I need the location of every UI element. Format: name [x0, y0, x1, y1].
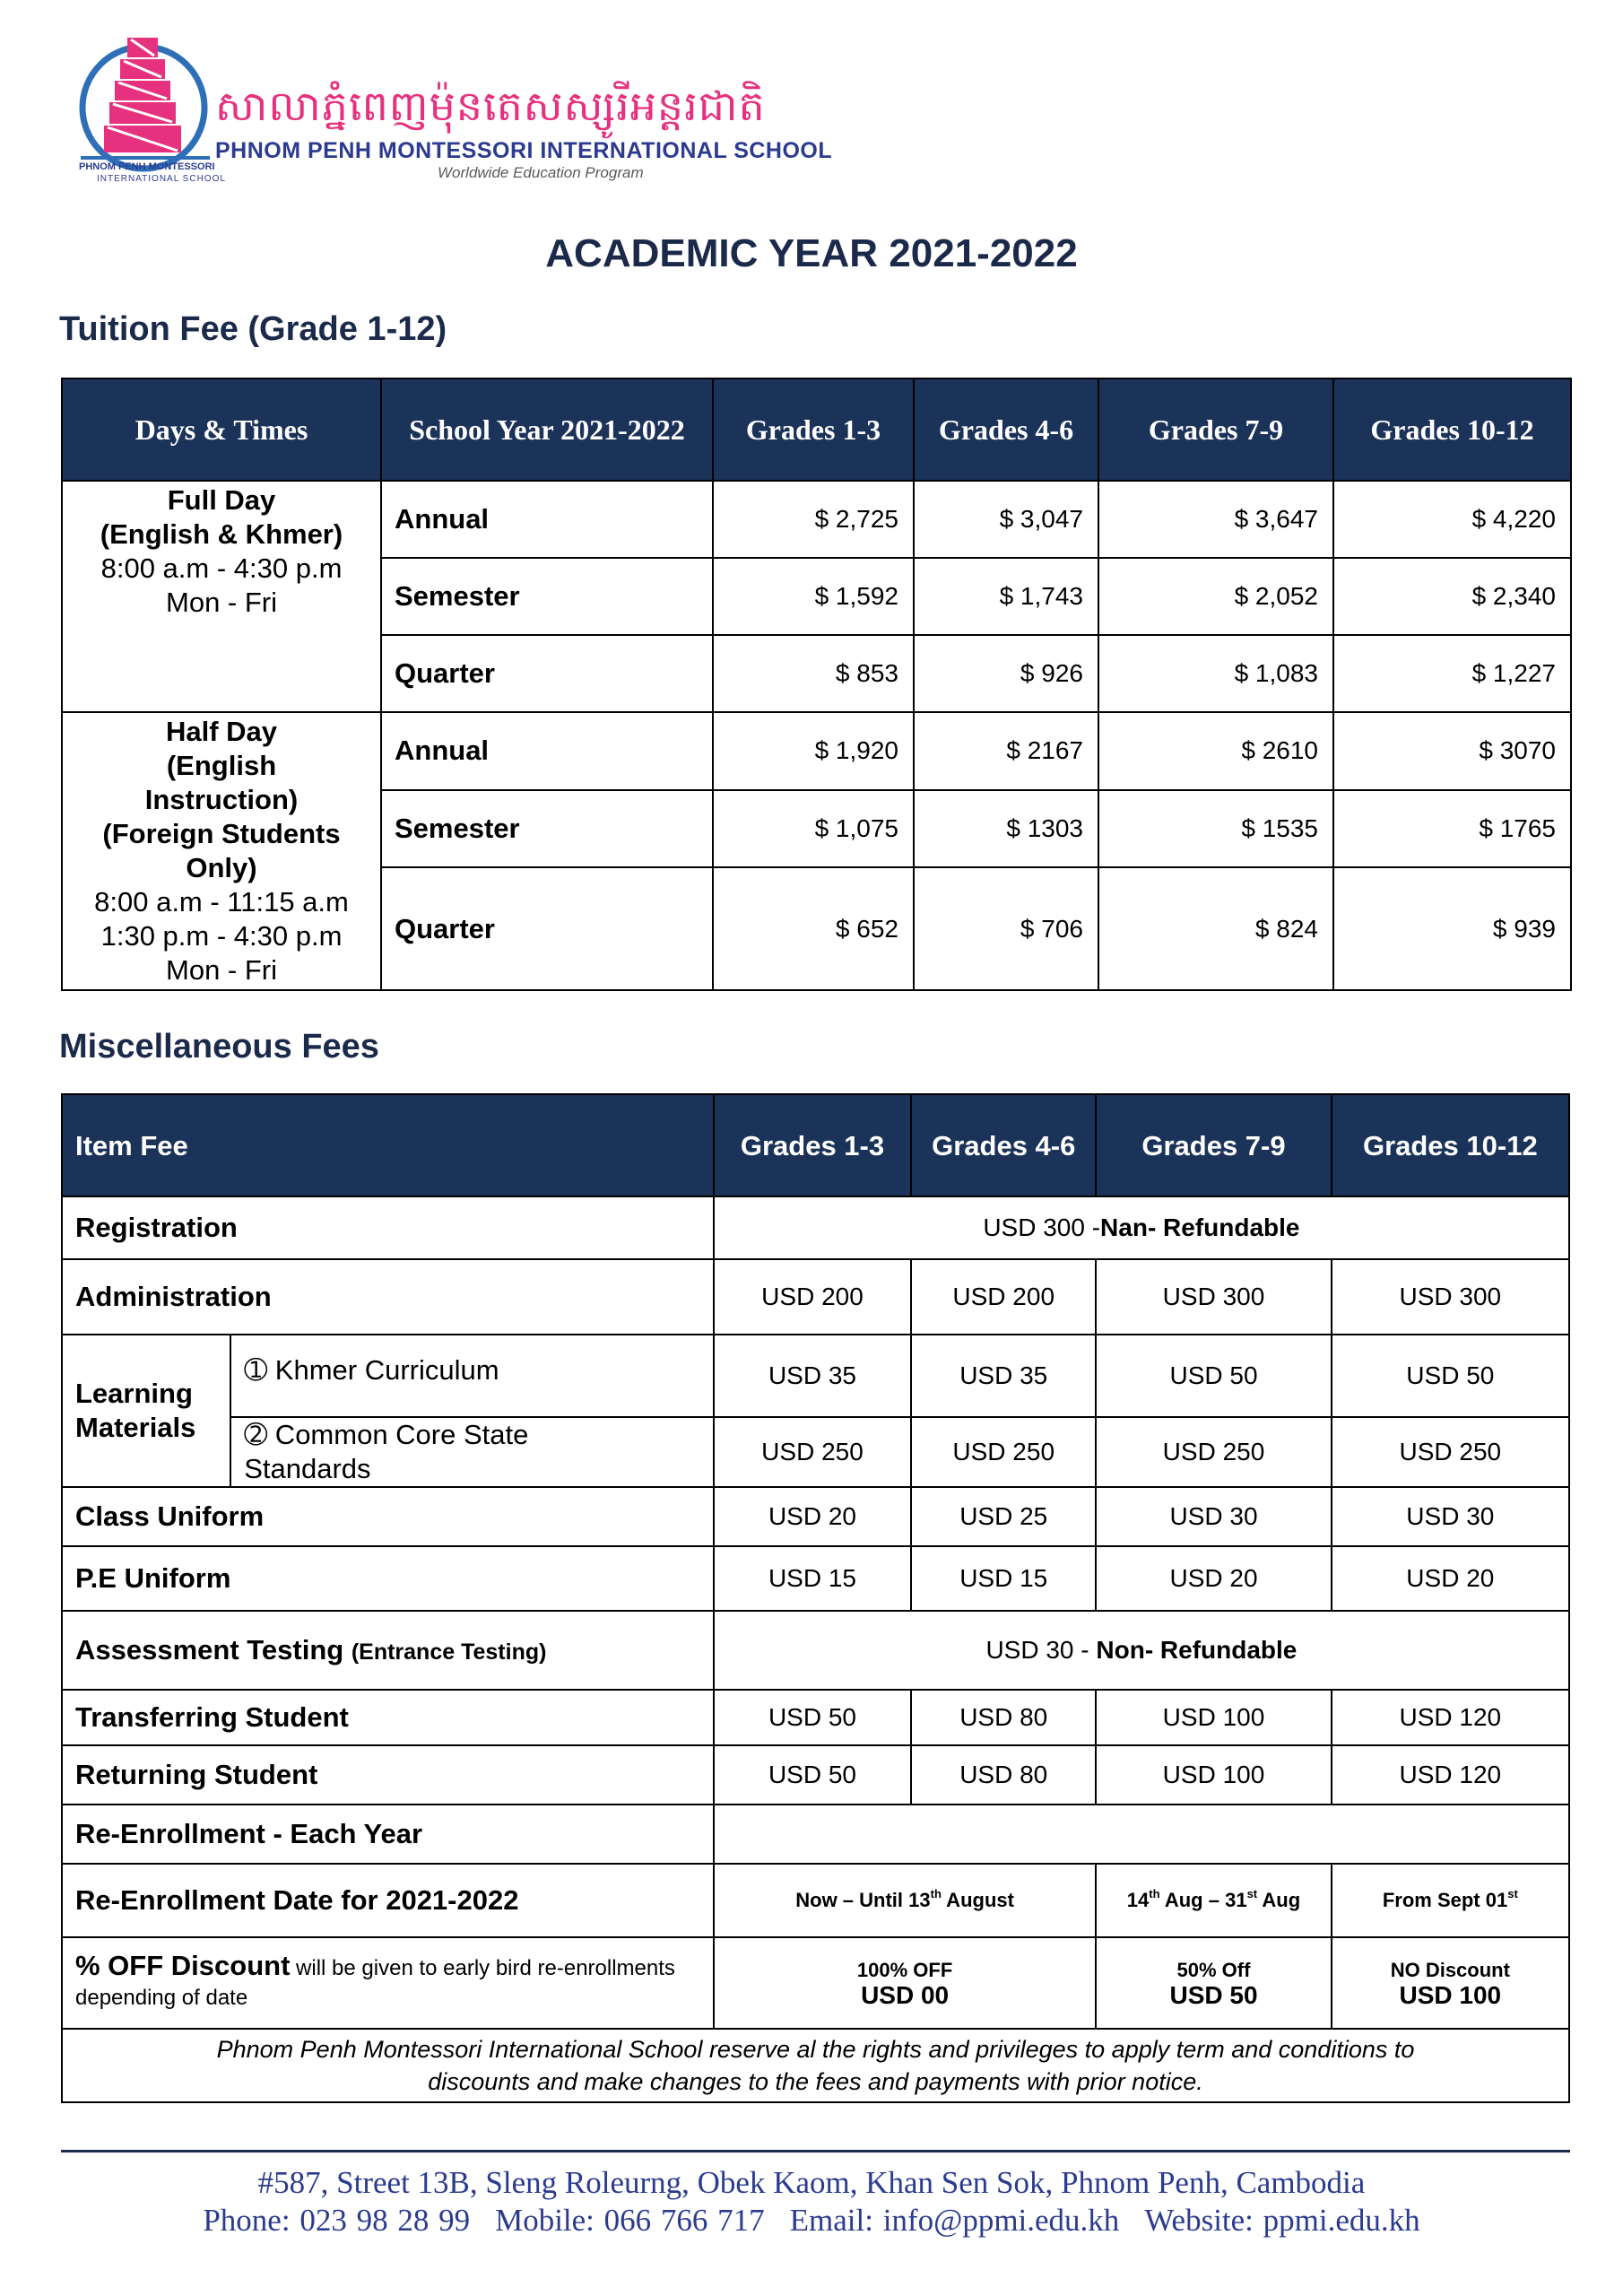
learning-label-line1: Learning	[75, 1378, 193, 1409]
fee-value: USD 200	[911, 1259, 1096, 1335]
fee-value: $ 3,647	[1098, 481, 1333, 558]
mid-date-range	[1096, 1864, 1331, 1937]
fee-value: USD 200	[714, 1259, 911, 1335]
footer-mobile: Mobile: 066 766 717	[495, 2203, 765, 2238]
transferring-student-label: Transferring Student	[62, 1690, 714, 1745]
table-row	[62, 712, 1571, 790]
discount-option	[1096, 1937, 1331, 2029]
half-day-foreign: (Foreign Students	[102, 818, 341, 849]
full-day-time: 8:00 a.m - 4:30 p.m	[100, 552, 343, 584]
registration-refund-note: Nan- Refundable	[1100, 1213, 1300, 1241]
fee-value: USD 100	[1096, 1745, 1331, 1805]
fee-value: $ 2,725	[713, 481, 914, 558]
table-row	[62, 1417, 1569, 1487]
fee-value: $ 1,920	[713, 712, 914, 790]
footer-email[interactable]: Email: info@ppmi.edu.kh	[789, 2203, 1120, 2238]
fee-value: USD 50	[1096, 1335, 1331, 1417]
discount-percent: NO Discount	[1390, 1959, 1510, 1981]
page-title: ACADEMIC YEAR 2021-2022	[545, 231, 1078, 275]
registration-value	[714, 1196, 1569, 1259]
fee-value: USD 20	[714, 1487, 911, 1546]
date-suffix: th	[930, 1887, 942, 1900]
common-core-line2: Standards	[244, 1453, 371, 1484]
date-text: Aug	[1257, 1889, 1301, 1911]
discount-option	[1332, 1937, 1569, 2029]
fee-value: USD 20	[1096, 1546, 1331, 1611]
fee-value: $ 652	[713, 867, 914, 990]
table-row	[62, 1690, 1569, 1745]
discount-title: % OFF Discount	[75, 1949, 291, 1981]
logo-badge-name: PHNOM PENH MONTESSORI	[79, 161, 215, 172]
fee-value: USD 15	[911, 1546, 1096, 1611]
column-header: Grades 7-9	[1096, 1094, 1331, 1196]
column-header: School Year 2021-2022	[381, 378, 713, 481]
full-day-subtitle: (English & Khmer)	[100, 518, 343, 550]
registration-amount: USD 300 -	[983, 1213, 1101, 1241]
discount-percent: 100% OFF	[856, 1959, 953, 1981]
column-header: Days & Times	[62, 378, 381, 481]
fee-value: USD 20	[1332, 1546, 1569, 1611]
table-row	[62, 1937, 1569, 2029]
miscellaneous-fee-table	[61, 1093, 1570, 2103]
reenrollment-date-label: Re-Enrollment Date for 2021-2022	[62, 1864, 714, 1937]
discount-option	[714, 1937, 1096, 2029]
discount-label	[62, 1937, 714, 2029]
period-label: Annual	[381, 712, 713, 790]
learning-materials-label	[62, 1335, 230, 1487]
logo-khmer-name: សាលាភ្នំពេញម៉ុនតេសស្សូរីអន្តរជាតិ	[215, 82, 766, 130]
fee-value: $ 853	[713, 635, 914, 712]
column-header: Grades 7-9	[1098, 378, 1333, 481]
footer-contact	[0, 2203, 1623, 2239]
discount-amount: USD 50	[1169, 1981, 1258, 2009]
half-day-instruction: Instruction)	[144, 784, 299, 815]
period-label: Semester	[381, 558, 713, 635]
terms-note-line2: discounts and make changes to the fees and payments with prior notice.	[428, 2068, 1203, 2095]
footer-phone: Phone: 023 98 28 99	[203, 2203, 471, 2238]
fee-value: USD 300	[1332, 1259, 1569, 1335]
fee-value: $ 1765	[1333, 790, 1571, 868]
date-text: Aug – 31	[1159, 1889, 1247, 1911]
fee-value: $ 3,047	[914, 481, 1098, 558]
logo-badge-subtitle: INTERNATIONAL SCHOOL	[97, 174, 226, 184]
fee-value: USD 50	[1332, 1335, 1569, 1417]
tuition-section-title: Tuition Fee (Grade 1-12)	[59, 310, 447, 348]
fee-value: USD 15	[714, 1546, 911, 1611]
column-header: Grades 4-6	[911, 1094, 1096, 1196]
footer-website[interactable]: Website: ppmi.edu.kh	[1144, 2203, 1420, 2238]
column-header: Grades 10-12	[1332, 1094, 1569, 1196]
fee-value: $ 1303	[914, 790, 1098, 868]
date-text: From Sept 01	[1382, 1889, 1508, 1911]
date-text: 14	[1126, 1889, 1150, 1911]
khmer-curriculum-label: ➀ Khmer Curriculum	[230, 1335, 714, 1417]
logo-english-name: PHNOM PENH MONTESSORI INTERNATIONAL SCHOOL	[215, 138, 833, 163]
date-text: Now – Until 13	[795, 1889, 931, 1911]
half-day-only: Only)	[186, 852, 257, 883]
returning-student-label: Returning Student	[62, 1745, 714, 1805]
fee-value: $ 1,592	[713, 558, 914, 635]
assessment-amount: USD 30 -	[985, 1636, 1089, 1664]
fee-value: USD 80	[911, 1745, 1096, 1805]
assessment-label: Assessment Testing	[75, 1634, 344, 1665]
date-suffix: st	[1246, 1887, 1258, 1900]
discount-amount: USD 100	[1399, 1981, 1502, 2009]
column-header: Grades 1-3	[714, 1094, 911, 1196]
reenrollment-each-year-value	[714, 1805, 1569, 1864]
logo-program-tagline: Worldwide Education Program	[438, 164, 644, 181]
footer-address: #587, Street 13B, Sleng Roleurng, Obek Kaom, Khan Sen Sok, Phnom Penh, Cambodia	[257, 2165, 1366, 2200]
table-row	[62, 1259, 1569, 1335]
school-logo	[72, 27, 833, 188]
reenrollment-each-year-label: Re-Enrollment - Each Year	[62, 1805, 714, 1864]
tuition-fee-table	[61, 378, 1572, 991]
administration-label: Administration	[62, 1259, 714, 1335]
fee-value: USD 120	[1332, 1690, 1569, 1745]
fee-value: USD 30	[1332, 1487, 1569, 1546]
fee-value: USD 250	[1332, 1417, 1569, 1487]
footer-divider	[61, 2150, 1570, 2152]
assessment-testing-label	[62, 1611, 714, 1690]
fee-value: $ 939	[1333, 867, 1571, 990]
late-date-range	[1332, 1864, 1569, 1937]
misc-header-row	[62, 1094, 1569, 1196]
fee-value: USD 35	[714, 1335, 911, 1417]
learning-label-line2: Materials	[75, 1412, 196, 1443]
table-row	[62, 1335, 1569, 1417]
full-day-title: Full Day	[167, 484, 276, 516]
table-row	[62, 1611, 1569, 1690]
table-row	[62, 1546, 1569, 1611]
discount-amount: USD 00	[861, 1981, 950, 2009]
column-header: Item Fee	[62, 1094, 714, 1196]
fee-value: USD 80	[911, 1690, 1096, 1745]
period-label: Quarter	[381, 635, 713, 712]
assessment-note: (Entrance Testing)	[351, 1639, 547, 1665]
table-row	[62, 1196, 1569, 1259]
fee-value: USD 50	[714, 1690, 911, 1745]
half-day-morning-time: 8:00 a.m - 11:15 a.m	[94, 886, 349, 918]
fee-value: $ 2167	[914, 712, 1098, 790]
table-row	[62, 1487, 1569, 1546]
fee-value: USD 35	[911, 1335, 1096, 1417]
misc-section-title: Miscellaneous Fees	[59, 1028, 379, 1065]
fee-value: $ 706	[914, 867, 1098, 990]
period-label: Quarter	[381, 867, 713, 990]
tuition-header-row	[62, 378, 1571, 481]
fee-value: $ 926	[914, 635, 1098, 712]
period-label: Semester	[381, 790, 713, 868]
fee-value: $ 2,052	[1098, 558, 1333, 635]
common-core-label	[230, 1417, 714, 1487]
pe-uniform-label: P.E Uniform	[62, 1546, 714, 1611]
half-day-days: Mon - Fri	[166, 954, 277, 986]
registration-label: Registration	[62, 1196, 714, 1259]
terms-note	[62, 2029, 1569, 2102]
date-text: August	[941, 1889, 1014, 1911]
fee-value: USD 250	[1096, 1417, 1331, 1487]
full-day-schedule	[62, 481, 381, 712]
fee-value: USD 250	[714, 1417, 911, 1487]
fee-value: USD 250	[911, 1417, 1096, 1487]
full-day-days: Mon - Fri	[166, 587, 277, 618]
fee-value: USD 300	[1096, 1259, 1331, 1335]
fee-value: USD 50	[714, 1745, 911, 1805]
fee-value: $ 1,075	[713, 790, 914, 868]
table-row	[62, 481, 1571, 558]
fee-value: $ 1535	[1098, 790, 1333, 868]
table-row	[62, 1864, 1569, 1937]
column-header: Grades 10-12	[1333, 378, 1571, 481]
fee-value: $ 824	[1098, 867, 1333, 990]
early-date-range	[714, 1864, 1096, 1937]
fee-value: $ 2610	[1098, 712, 1333, 790]
fee-value: $ 4,220	[1333, 481, 1571, 558]
table-row	[62, 2029, 1569, 2102]
discount-percent: 50% Off	[1176, 1959, 1251, 1981]
fee-value: USD 30	[1096, 1487, 1331, 1546]
fee-value: USD 100	[1096, 1690, 1331, 1745]
fee-value: USD 25	[911, 1487, 1096, 1546]
column-header: Grades 1-3	[713, 378, 914, 481]
fee-value: USD 120	[1332, 1745, 1569, 1805]
fee-value: $ 3070	[1333, 712, 1571, 790]
fee-value: $ 1,083	[1098, 635, 1333, 712]
table-row	[62, 1805, 1569, 1864]
column-header: Grades 4-6	[914, 378, 1098, 481]
fee-value: $ 2,340	[1333, 558, 1571, 635]
terms-note-line1: Phnom Penh Montessori International School reserve al the rights and privileges to apply term and conditions to	[216, 2036, 1415, 2063]
date-suffix: st	[1507, 1887, 1518, 1900]
half-day-language: (English	[166, 750, 277, 781]
period-label: Annual	[381, 481, 713, 558]
fee-value: $ 1,227	[1333, 635, 1571, 712]
discount-description: will be given to early bird re-enrollments depending of date	[75, 1955, 675, 2010]
table-row	[62, 1745, 1569, 1805]
assessment-value	[714, 1611, 1569, 1690]
date-suffix: th	[1149, 1887, 1160, 1900]
half-day-afternoon-time: 1:30 p.m - 4:30 p.m	[100, 920, 343, 952]
class-uniform-label: Class Uniform	[62, 1487, 714, 1546]
common-core-line1: ➁ Common Core State	[244, 1419, 529, 1450]
assessment-refund-note: Non- Refundable	[1096, 1636, 1298, 1664]
fee-value: $ 1,743	[914, 558, 1098, 635]
half-day-title: Half Day	[165, 716, 278, 747]
half-day-schedule	[62, 712, 381, 990]
